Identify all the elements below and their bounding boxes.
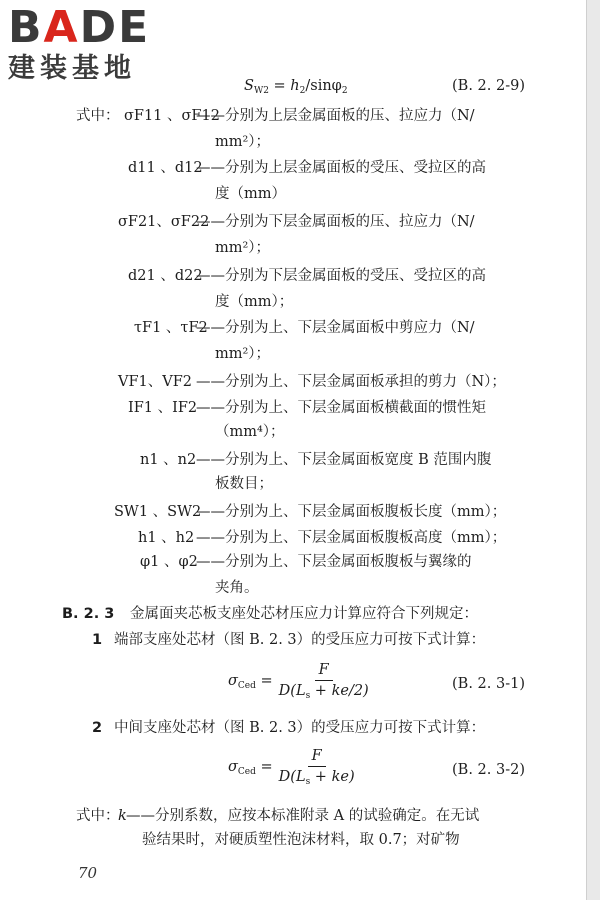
equation-b231: $\sigma_{Ced}$ = $\frac{F}{D(L_s + ke/2)}$ bbox=[228, 662, 369, 701]
def-text: ——分别为上、下层金属面板承担的剪力（N）； bbox=[196, 374, 506, 390]
def-text: ——分别系数，应按本标准附录 A 的试验确定。在无试 bbox=[126, 808, 480, 824]
def-symbol: k bbox=[118, 808, 127, 824]
item-number: 2 bbox=[92, 720, 103, 736]
item-text: 中间支座处芯材（图 B. 2. 3）的受压应力可按下式计算： bbox=[114, 720, 486, 736]
section-text: 金属面夹芯板支座处芯材压应力计算应符合下列规定： bbox=[130, 606, 478, 622]
def-text-cont: （mm⁴）； bbox=[215, 424, 285, 440]
def-symbol: n1 、n2 bbox=[140, 452, 197, 468]
def-symbol: d21 、d22 bbox=[128, 268, 203, 284]
def-text: ——分别为上层金属面板的受压、受拉区的高 bbox=[196, 160, 486, 176]
section-number: B. 2. 3 bbox=[62, 606, 115, 622]
equation-sw2: $S_{W2} = h_2/\sin\varphi_2$ bbox=[244, 78, 348, 96]
where-label: 式中： bbox=[76, 108, 120, 124]
def-text: ——分别为上、下层金属面板宽度 B 范围内腹 bbox=[196, 452, 492, 468]
def-text-cont: mm²）； bbox=[215, 134, 271, 150]
def-text-cont: mm²）； bbox=[215, 346, 271, 362]
def-symbol: φ1 、φ2 bbox=[140, 554, 198, 570]
logo-brand: BADE bbox=[8, 2, 151, 53]
bade-logo bbox=[8, 4, 178, 84]
where-label: 式中： bbox=[76, 808, 120, 824]
def-text-cont: 度（mm） bbox=[215, 186, 286, 202]
def-text: ——分别为上、下层金属面板横截面的惯性矩 bbox=[196, 400, 486, 416]
equation-number: (B. 2. 3-1) bbox=[452, 676, 525, 692]
item-text: 端部支座处芯材（图 B. 2. 3）的受压应力可按下式计算： bbox=[114, 632, 486, 648]
def-text-cont: 夹角。 bbox=[215, 580, 259, 596]
def-text-cont: 度（mm）； bbox=[215, 294, 294, 310]
def-text-cont: 板数目； bbox=[215, 476, 273, 492]
def-symbol: SW1 、SW2 bbox=[114, 504, 202, 520]
def-text: ——分别为上、下层金属面板腹板与翼缘的 bbox=[196, 554, 472, 570]
def-text: ——分别为上层金属面板的压、拉应力（N/ bbox=[196, 108, 475, 124]
def-text: ——分别为下层金属面板的受压、受拉区的高 bbox=[196, 268, 486, 284]
def-symbol: σF21、σF22 bbox=[118, 214, 210, 230]
def-symbol: h1 、h2 bbox=[138, 530, 195, 546]
logo-subtitle: 建装基地 bbox=[8, 53, 136, 84]
equation-number: (B. 2. 2-9) bbox=[452, 78, 525, 94]
def-symbol: σF11 、σF12 bbox=[124, 108, 220, 124]
def-text: ——分别为上、下层金属面板中剪应力（N/ bbox=[196, 320, 475, 336]
def-symbol: IF1 、IF2 bbox=[128, 400, 198, 416]
def-text: ——分别为下层金属面板的压、拉应力（N/ bbox=[196, 214, 475, 230]
def-symbol: d11 、d12 bbox=[128, 160, 203, 176]
def-symbol: τF1 、τF2 bbox=[134, 320, 208, 336]
page-number: 70 bbox=[78, 864, 98, 882]
def-text: ——分别为上、下层金属面板腹板长度（mm）； bbox=[196, 504, 507, 520]
def-text: ——分别为上、下层金属面板腹板高度（mm）； bbox=[196, 530, 507, 546]
equation-b232: $\sigma_{Ced}$ = $\frac{F}{D(L_s + ke)}$ bbox=[228, 748, 355, 787]
def-symbol: VF1、VF2 bbox=[118, 374, 193, 390]
def-text-cont: mm²）； bbox=[215, 240, 271, 256]
equation-number: (B. 2. 3-2) bbox=[452, 762, 525, 778]
def-text-cont: 验结果时，对硬质塑性泡沫材料，取 0.7；对矿物 bbox=[142, 832, 460, 848]
logo-accent-letter: A bbox=[43, 2, 80, 53]
item-number: 1 bbox=[92, 632, 103, 648]
